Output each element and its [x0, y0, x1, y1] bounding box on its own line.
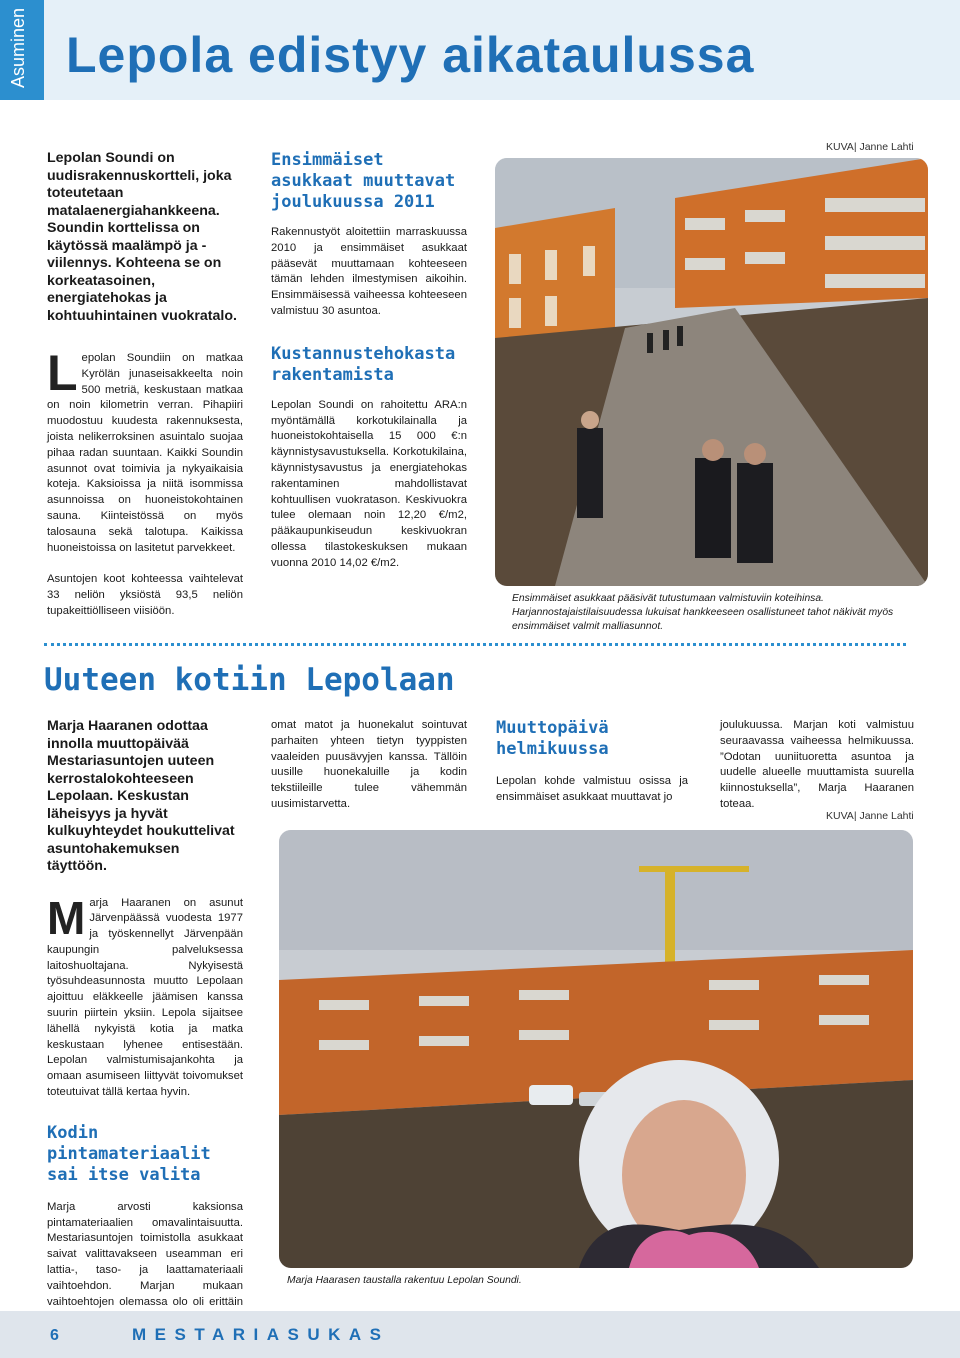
article2-body-5: joulukuussa. Marjan koti valmistuu seuraavassa vaiheessa helmikuussa. ”Odotan uuniituoretta asuntoa ja uudelle alueelle muuttamista suurella kiinnostuksella”, Marja Haaranen toteaa. [720, 719, 914, 810]
article1-photo-caption-block [512, 592, 922, 634]
article1-body-3: Rakennustyöt aloitettiin marraskuussa 2010 ja ensimmäiset asukkaat pääsevät muuttamaan kohteeseen tämän lehden ilmestymisen aikoihin. Ensimmäisessä vaiheessa kohteeseen valmistuu 30 asuntoa. [271, 226, 467, 317]
article1-dropcap: L [47, 345, 78, 401]
section-tab [0, 0, 44, 100]
article1-body-4: Lepolan Soundi on rahoitettu ARA:n myöntämällä korkotukilainalla ja huoneistokohtaisella 15 000 €:n käynnistysavustuksella. Korkotukilaina, käynnistysavustus ja energiatehokas rakentaminen mahdollistavat kohtuullisen vuokratason. Keskivuokra tulee olemaan noin 12,20 €/m2, pääkaupunkiseudun keskivuokran ollessa tilastokeskuksen mukaan vuonna 2010 14,02 €/m2. [271, 398, 467, 569]
article1-photo-credit: KUVA| Janne Lahti [826, 141, 914, 153]
article2-subhead-1: Kodin pintamateriaalit sai itse valita [47, 1122, 211, 1185]
article1-subhead-2: Kustannustehokasta rakentamista [271, 343, 456, 385]
article2-body-3: omat matot ja huonekalut sointuvat parhaiten yhteen tietyn tyyppisten vaaleiden puusävyjen kanssa. Tällöin uusille huonekaluille ja kodin tekstiileille tulee vähemmän uusimistarvetta. [271, 719, 467, 810]
page-headline: Lepola edistyy aikataulussa [66, 27, 755, 83]
article2-dropcap: M [47, 891, 86, 944]
article2-photo-credit: KUVA| Janne Lahti [826, 810, 914, 822]
section-label: Asuminen [8, 7, 28, 88]
article2-column-3 [496, 718, 688, 806]
article2-subhead-2: Muuttopäivä helmikuussa [496, 718, 609, 759]
article2-photo-caption-block [287, 1274, 787, 1288]
magazine-name: MESTARIASUKAS [132, 1325, 390, 1344]
article1-lede: Lepolan Soundi on uudisrakennuskortteli, joka toteutetaan matalaenergiahankkeena. Soundin korttelissa on käytössä maalämpö ja -viilennys. Kohteena se on korkeatasoinen, energiatehokas ja kohtuuhintainen vuokratalo. [47, 150, 237, 324]
article2-headline: Uuteen kotiin Lepolaan [44, 662, 455, 698]
article1-column-2 [271, 150, 467, 572]
article1-body-1 [47, 345, 243, 556]
article1-body-2: Asuntojen koot kohteessa vaihtelevat 33 neliön yksiöstä 93,5 neliön tupakeittiölliseen viisiöön. [47, 573, 243, 617]
construction-site-photo [495, 158, 928, 586]
article2-body-1 [47, 891, 243, 1101]
article2-lede: Marja Haaranen odottaa innolla muuttopäivää Mestariasuntojen uuteen kerrostalokohteeseen Lepolaan. Keskustan läheisyys ja hyvät kulkuyhteydet houkuttelivat asuntohakemuksen täyttöön. [47, 718, 235, 874]
article1-subhead-1: Ensimmäiset asukkaat muuttavat joulukuussa 2011 [271, 150, 456, 212]
article2-body-4: Lepolan kohde valmistuu osissa ja ensimmäiset asukkaat muuttavat jo [496, 775, 688, 803]
article1-body-1-text: epolan Soundiin on matkaa Kyrölän junaseisakkeelta noin 500 metriä, keskustaan matkaa on noin kilometrin verran. Pihapiiri muodostuu kuudesta rakennuksesta, joista nelikerroksinen asuintalo suojaa pihaa radan suuntaan. Kaikki Soundin asunnot ovat toimivia ja nykyaikaisia koteja. Kaksioissa ja niitä isommissa asunnoissa on huoneistokohtainen sauna. Kiinteistössä on myös talosauna sekä talotupa. Kaikissa huoneistoissa on lasitetut parvekkeet. [47, 352, 243, 554]
article1-photo-caption: Ensimmäiset asukkaat pääsivät tutustumaan valmistuviin koteihinsa. Harjannostajaistilaisuudessa lukuisat hankkeeseen osallistuneet tahot näkivät myös ensimmäiset valmit malliasunnot. [512, 593, 894, 632]
article2-body-2: Marja arvosti kaksionsa pintamateriaalien omavalintaisuutta. Mestariasuntojen toimistolla asukkaat saivat valittavakseen useamman eri lattia-, taso- ja laattamateriaali vaihtoehdon. Marjan mukaan vaihtoehtojen olemassa olo oli erittäin [47, 1200, 243, 1308]
article2-column-1 [47, 718, 243, 1326]
article2-column-4 [720, 718, 914, 813]
section-divider [44, 643, 906, 646]
construction-site-image [495, 158, 928, 586]
page-number: 6 [50, 1327, 59, 1344]
portrait-photo [279, 830, 913, 1268]
article2-column-2 [271, 718, 467, 813]
portrait-image [279, 830, 913, 1268]
article1-column-1 [47, 150, 243, 620]
article2-body-1-text: arja Haaranen on asunut Järvenpäässä vuodesta 1977 ja työskennellyt Järvenpään kaupungin palveluksessa laitoshuoltajana. Nykyisestä työsuhdeasunnosta muutto Lepolaan ajoittuu eläkkeelle jäämisen kanssa suurin piirtein yksiin. Lepola sijaitsee lähellä nykyistä kotia ja matka keskustaan lyhenee entisestään. Lepolan valmistumisajankohta ja omaan asumiseen liittyvät toivomukset toteutuivat tällä kertaa hyvin. [47, 896, 243, 1099]
article2-photo-caption: Marja Haarasen taustalla rakentuu Lepolan Soundi. [287, 1275, 522, 1286]
